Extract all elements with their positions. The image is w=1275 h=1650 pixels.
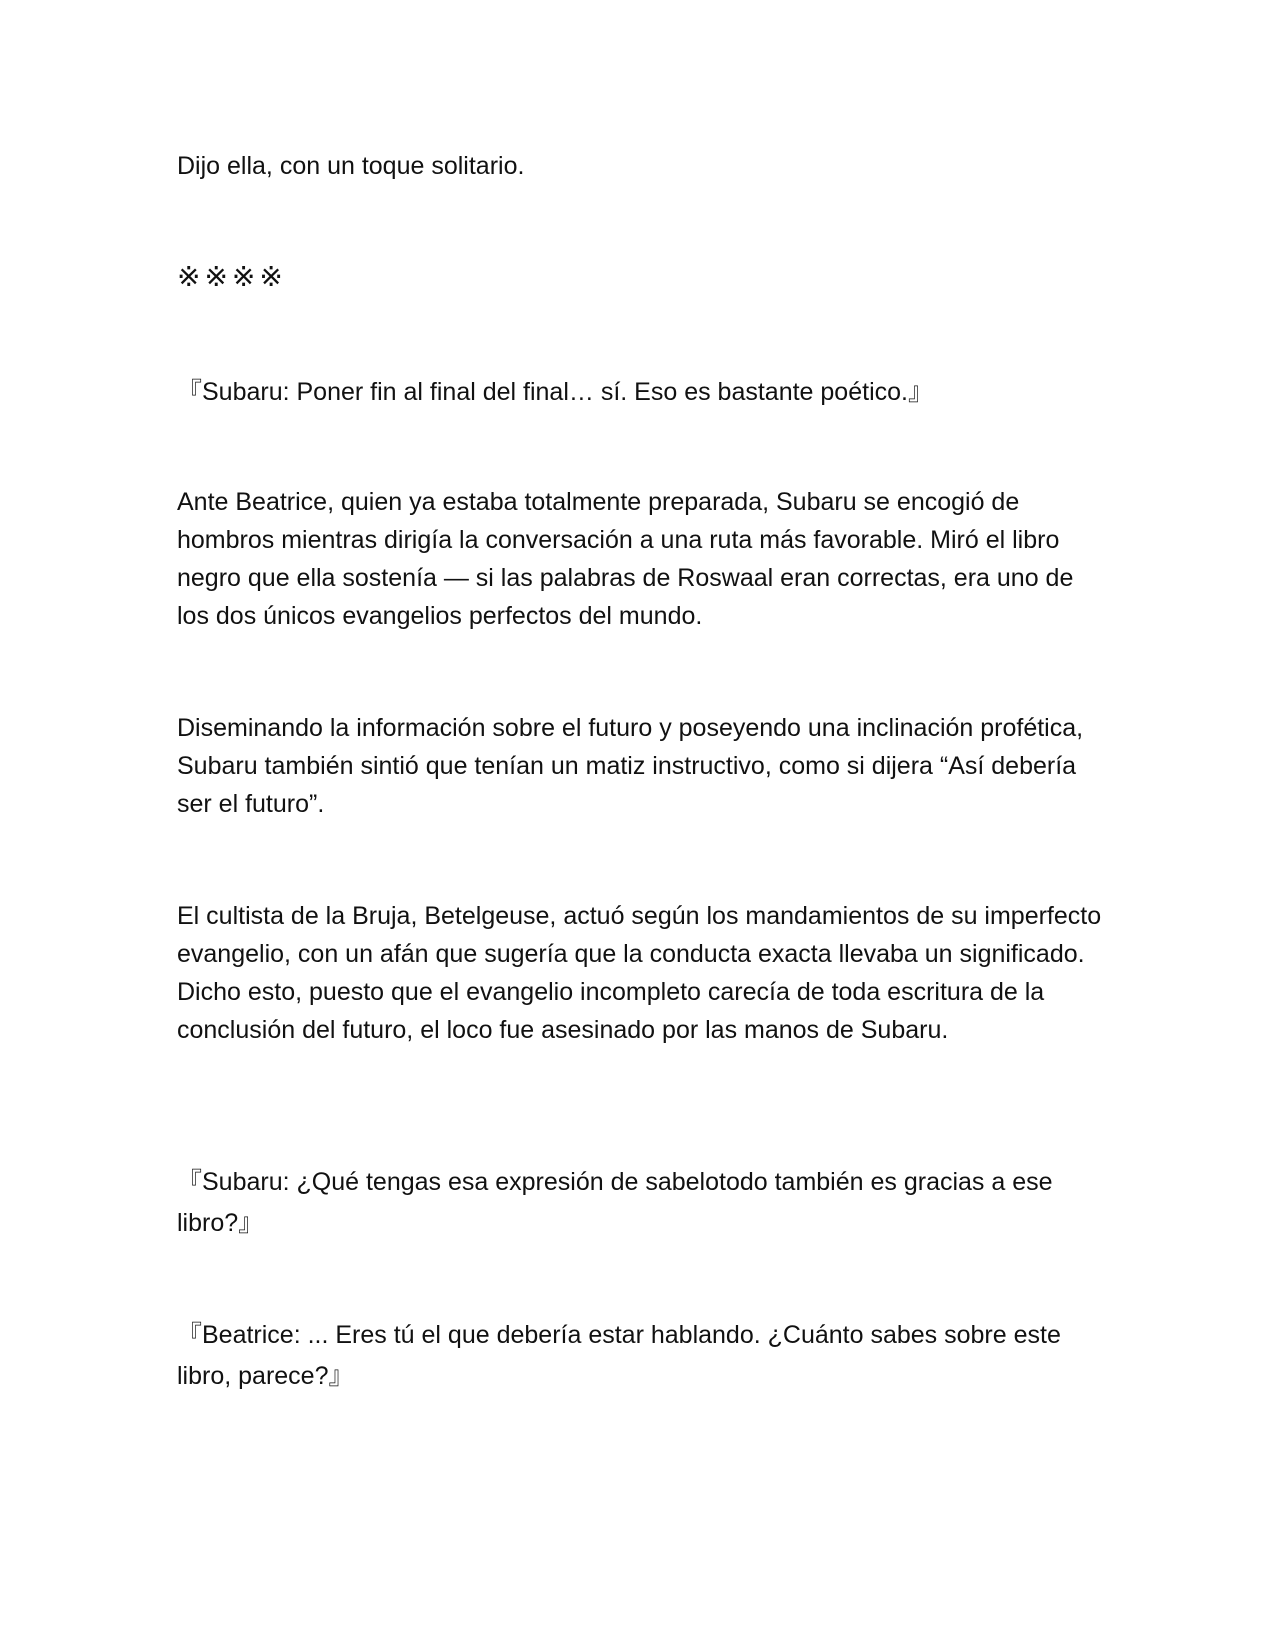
paragraph-cultist: El cultista de la Bruja, Betelgeuse, actuó según los mandamientos de su imperfecto evangelio, con un afán que sugería que la conducta exacta llevaba un significado. Dicho esto, puesto que el evangelio incompleto carecía de toda escritura de la conclusión del futuro, el loco fue asesinado por las manos de Subaru. xyxy=(177,902,1102,1044)
scene-separator: ※※※※ xyxy=(177,260,287,293)
paragraph-disseminating: Diseminando la información sobre el futuro y poseyendo una inclinación profética, Subaru también sintió que tenían un matiz instructivo, como si dijera “Así debería ser el futuro”. xyxy=(177,714,1084,818)
dialogue-subaru-poetic: 『Subaru: Poner fin al final del final… sí. Eso es bastante poético.』 xyxy=(177,378,933,406)
paragraph-intro: Dijo ella, con un toque solitario. xyxy=(177,152,525,180)
paragraph-beatrice-prepared: Ante Beatrice, quien ya estaba totalmente preparada, Subaru se encogió de hombros mientras dirigía la conversación a una ruta más favorable. Miró el libro negro que ella sostenía — si las palabras de Roswaal eran correctas, era uno de los dos únicos evangelios perfectos del mundo. xyxy=(177,488,1074,630)
dialogue-beatrice-reply: 『Beatrice: ... Eres tú el que debería estar hablando. ¿Cuánto sabes sobre este libro, parece?』 xyxy=(177,1321,1061,1390)
dialogue-subaru-book: 『Subaru: ¿Qué tengas esa expresión de sabelotodo también es gracias a ese libro?』 xyxy=(177,1168,1053,1237)
